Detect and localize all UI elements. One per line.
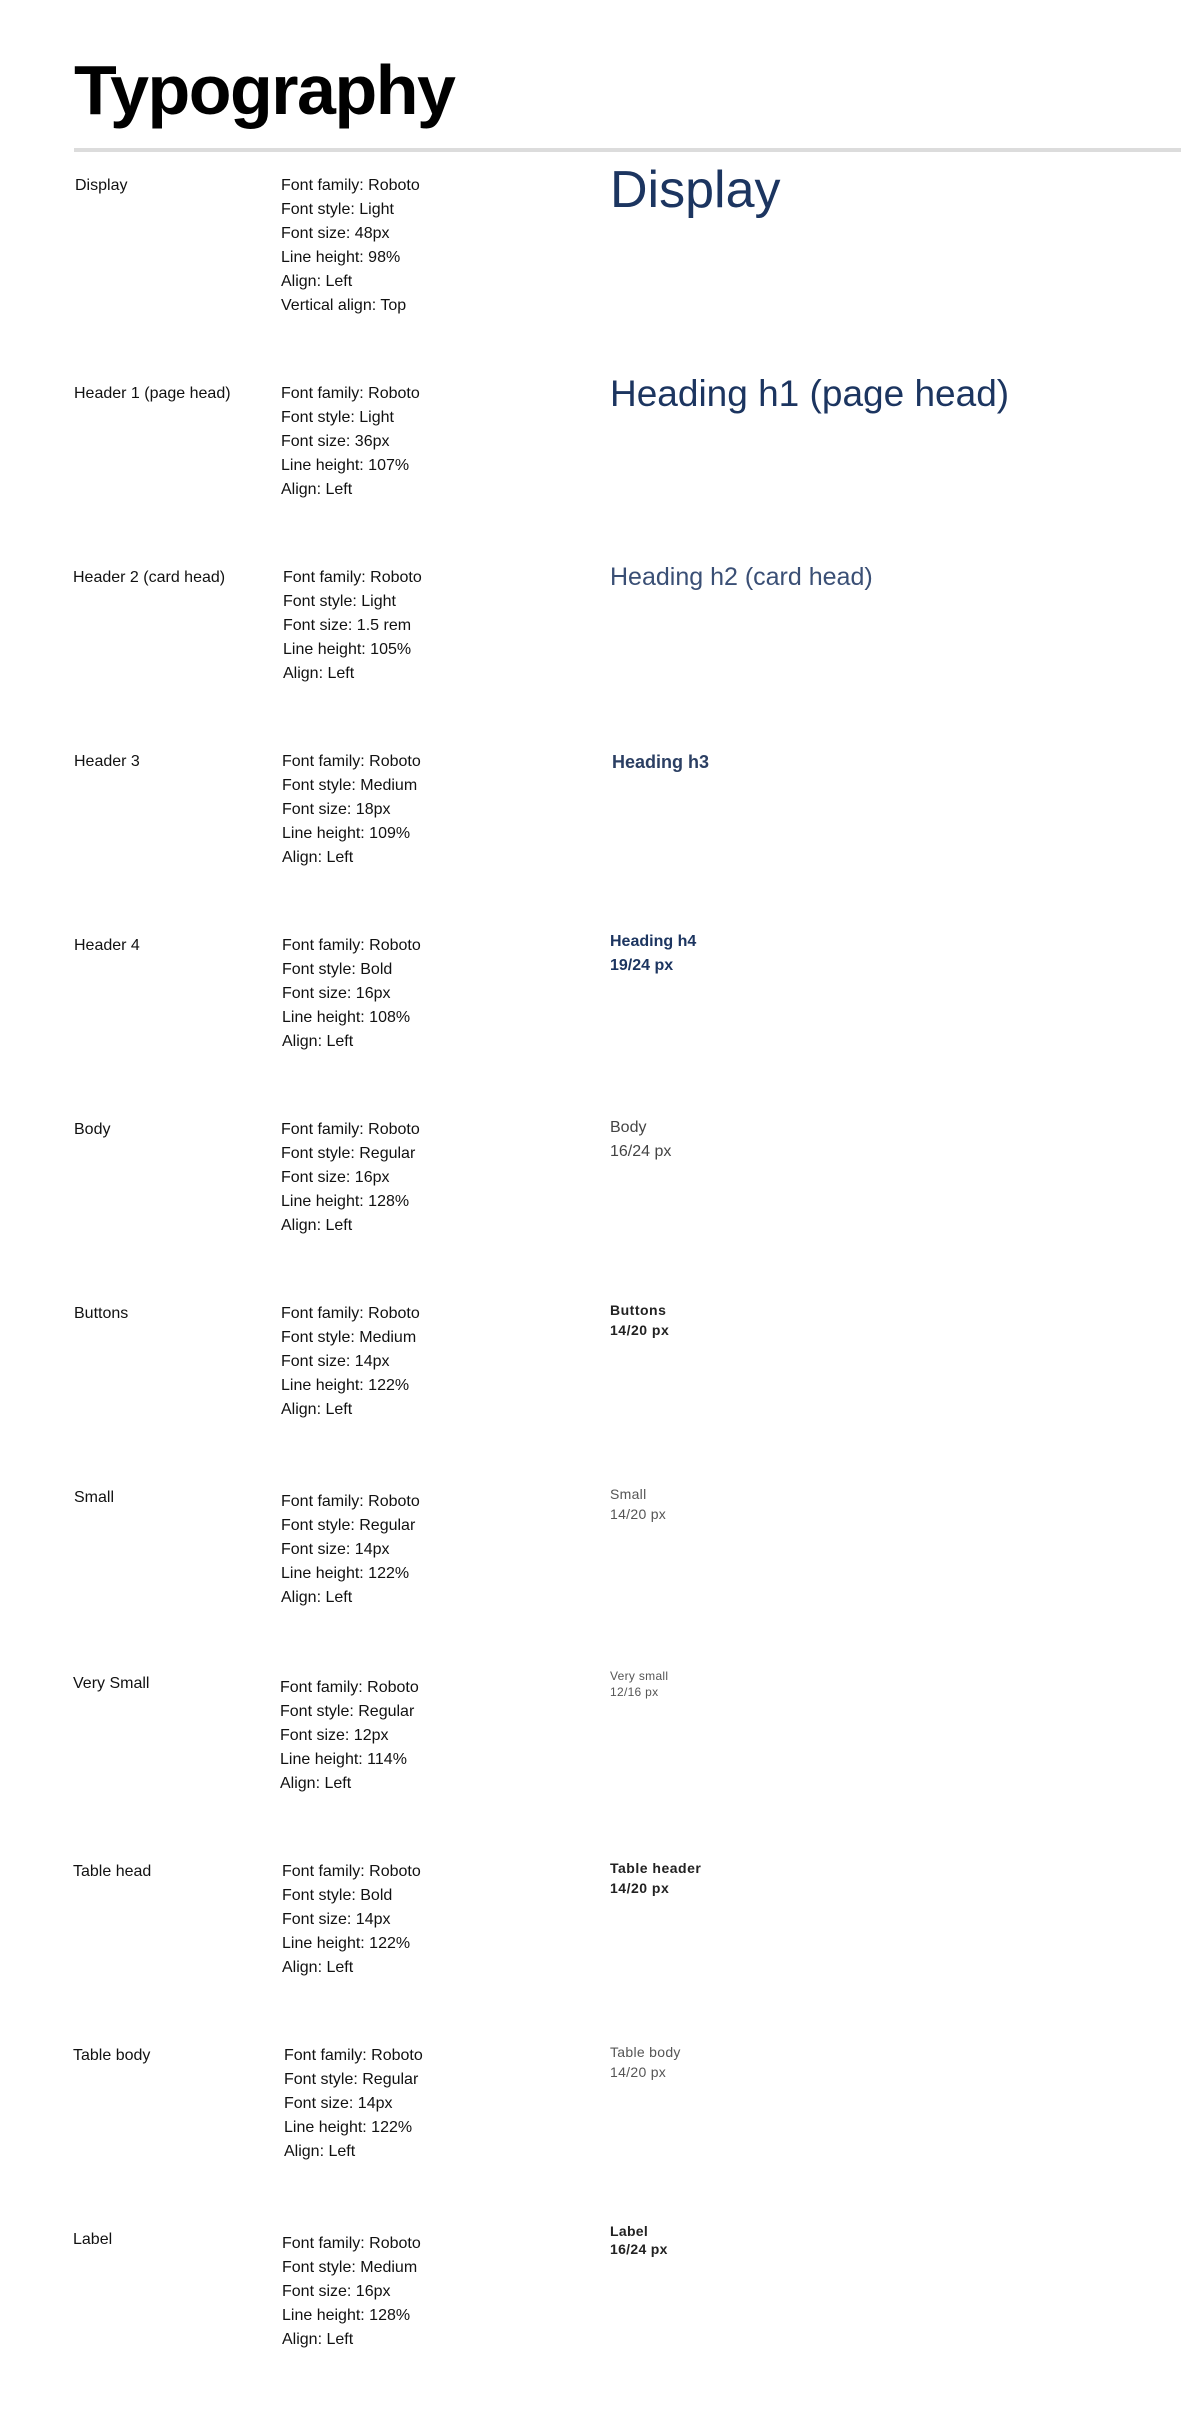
property-line-height: Line height: 122% xyxy=(281,1565,410,1582)
property-align: Align: Left xyxy=(282,2331,354,2348)
property-line-height: Line height: 128% xyxy=(282,2307,411,2324)
style-sample xyxy=(610,1858,701,1898)
type-style-row-small xyxy=(0,1486,1181,1666)
style-name: Header 1 (page head) xyxy=(74,385,231,402)
property-font-size: Font size: 48px xyxy=(281,225,390,242)
sample-metrics: 12/16 px xyxy=(610,1685,659,1699)
sample-text: Body xyxy=(610,1119,647,1136)
property-font-style: Font style: Medium xyxy=(281,1329,417,1346)
style-name: Header 3 xyxy=(74,753,140,770)
property-line-height: Line height: 122% xyxy=(284,2119,413,2136)
property-font-size: Font size: 14px xyxy=(282,1911,391,1928)
property-font-size: Font size: 18px xyxy=(282,801,391,818)
type-style-row-header-4 xyxy=(0,934,1181,1114)
style-sample xyxy=(610,1484,666,1524)
style-name: Small xyxy=(74,1489,115,1506)
property-font-style: Font style: Light xyxy=(281,201,394,218)
property-line-height: Line height: 122% xyxy=(281,1377,410,1394)
sample-metrics: 14/20 px xyxy=(610,1880,670,1896)
property-vertical-align: Vertical align: Top xyxy=(281,297,407,314)
style-name: Display xyxy=(75,177,128,194)
property-font-style: Font style: Regular xyxy=(281,1145,416,1162)
property-font-family: Font family: Roboto xyxy=(282,753,421,770)
sample-metrics: 14/20 px xyxy=(610,1506,667,1522)
type-style-row-display xyxy=(0,161,1181,354)
property-align: Align: Left xyxy=(282,849,354,866)
property-font-style: Font style: Bold xyxy=(282,1887,393,1904)
property-font-family: Font family: Roboto xyxy=(280,1679,419,1696)
property-align: Align: Left xyxy=(281,273,353,290)
style-sample xyxy=(610,560,873,594)
type-style-row-table-head xyxy=(0,1860,1181,2040)
property-font-family: Font family: Roboto xyxy=(281,1121,420,1138)
style-properties xyxy=(281,382,420,502)
property-font-size: Font size: 1.5 rem xyxy=(283,617,412,634)
property-font-family: Font family: Roboto xyxy=(284,2047,423,2064)
page-title: Typography xyxy=(74,51,455,129)
property-line-height: Line height: 109% xyxy=(282,825,411,842)
property-font-size: Font size: 14px xyxy=(281,1353,390,1370)
style-name: Table body xyxy=(73,2047,151,2064)
type-style-row-buttons xyxy=(0,1302,1181,1482)
type-style-row-body xyxy=(0,1118,1181,1298)
type-style-row-table-body xyxy=(0,2044,1181,2224)
style-properties xyxy=(282,2232,421,2352)
style-properties xyxy=(281,174,420,318)
property-align: Align: Left xyxy=(281,1589,353,1606)
property-line-height: Line height: 128% xyxy=(281,1193,410,1210)
style-sample xyxy=(610,1668,668,1700)
property-font-family: Font family: Roboto xyxy=(281,385,420,402)
property-align: Align: Left xyxy=(281,1401,353,1418)
sample-text: Small xyxy=(610,1486,647,1502)
sample-text: Heading h4 xyxy=(610,933,697,950)
style-sample xyxy=(610,2042,681,2082)
property-font-family: Font family: Roboto xyxy=(282,1863,421,1880)
property-align: Align: Left xyxy=(282,1033,354,1050)
property-align: Align: Left xyxy=(281,1217,353,1234)
property-font-family: Font family: Roboto xyxy=(281,1493,420,1510)
property-font-style: Font style: Regular xyxy=(280,1703,415,1720)
style-sample xyxy=(610,372,1009,416)
property-line-height: Line height: 108% xyxy=(282,1009,411,1026)
sample-text: Heading h1 (page head) xyxy=(610,373,1010,414)
type-style-row-header-2 xyxy=(0,563,1181,746)
property-font-family: Font family: Roboto xyxy=(281,177,420,194)
property-line-height: Line height: 105% xyxy=(283,641,412,658)
property-align: Align: Left xyxy=(284,2143,356,2160)
type-style-row-header-1 xyxy=(0,373,1181,562)
property-font-size: Font size: 14px xyxy=(284,2095,393,2112)
property-align: Align: Left xyxy=(281,481,353,498)
property-font-size: Font size: 14px xyxy=(281,1541,390,1558)
style-properties xyxy=(282,934,421,1054)
property-font-style: Font style: Regular xyxy=(281,1517,416,1534)
property-font-family: Font family: Roboto xyxy=(282,937,421,954)
style-sample xyxy=(610,2222,668,2258)
style-sample xyxy=(610,930,696,978)
sample-metrics: 16/24 px xyxy=(610,2241,668,2257)
style-sample xyxy=(610,1116,671,1164)
sample-text: Buttons xyxy=(610,1302,667,1318)
property-align: Align: Left xyxy=(282,1959,354,1976)
property-font-style: Font style: Light xyxy=(283,593,396,610)
sample-text: Label xyxy=(610,2223,649,2239)
style-name: Header 4 xyxy=(74,937,140,954)
sample-metrics: 16/24 px xyxy=(610,1143,672,1160)
title-divider xyxy=(74,148,1181,152)
sample-metrics: 14/20 px xyxy=(610,1322,670,1338)
style-name: Body xyxy=(74,1121,111,1138)
property-font-size: Font size: 16px xyxy=(282,2283,391,2300)
property-align: Align: Left xyxy=(283,665,355,682)
property-align: Align: Left xyxy=(280,1775,352,1792)
style-properties xyxy=(281,1302,420,1422)
sample-text: Very small xyxy=(610,1669,669,1683)
property-font-size: Font size: 36px xyxy=(281,433,390,450)
property-font-family: Font family: Roboto xyxy=(282,2235,421,2252)
property-font-style: Font style: Medium xyxy=(282,777,418,794)
property-font-size: Font size: 12px xyxy=(280,1727,389,1744)
style-properties xyxy=(284,2044,423,2164)
property-font-style: Font style: Bold xyxy=(282,961,393,978)
property-font-family: Font family: Roboto xyxy=(283,569,422,586)
type-style-row-header-3 xyxy=(0,750,1181,930)
sample-text: Heading h2 (card head) xyxy=(610,563,873,591)
type-style-row-label xyxy=(0,2223,1181,2408)
style-name: Buttons xyxy=(74,1305,129,1322)
style-properties xyxy=(280,1676,419,1796)
property-font-size: Font size: 16px xyxy=(281,1169,390,1186)
property-line-height: Line height: 98% xyxy=(281,249,401,266)
style-sample xyxy=(610,162,781,218)
style-sample xyxy=(610,1300,669,1340)
property-line-height: Line height: 107% xyxy=(281,457,410,474)
style-name: Table head xyxy=(73,1863,152,1880)
type-style-row-very-small xyxy=(0,1669,1181,1852)
style-sample xyxy=(612,750,709,774)
property-line-height: Line height: 122% xyxy=(282,1935,411,1952)
sample-text: Heading h3 xyxy=(612,752,710,772)
property-font-style: Font style: Medium xyxy=(282,2259,418,2276)
sample-text: Table body xyxy=(610,2044,681,2060)
style-properties xyxy=(281,1490,420,1610)
style-name: Header 2 (card head) xyxy=(73,569,226,586)
sample-metrics: 19/24 px xyxy=(610,957,674,974)
style-properties xyxy=(282,1860,421,1980)
property-font-style: Font style: Light xyxy=(281,409,394,426)
style-properties xyxy=(281,1118,420,1238)
property-font-size: Font size: 16px xyxy=(282,985,391,1002)
sample-text: Display xyxy=(610,161,781,219)
property-line-height: Line height: 114% xyxy=(280,1751,407,1768)
property-font-style: Font style: Regular xyxy=(284,2071,419,2088)
style-properties xyxy=(282,750,421,870)
style-name: Very Small xyxy=(73,1675,150,1692)
style-name: Label xyxy=(73,2231,113,2248)
sample-text: Table header xyxy=(610,1860,702,1876)
property-font-family: Font family: Roboto xyxy=(281,1305,420,1322)
style-properties xyxy=(283,566,422,686)
sample-metrics: 14/20 px xyxy=(610,2064,667,2080)
